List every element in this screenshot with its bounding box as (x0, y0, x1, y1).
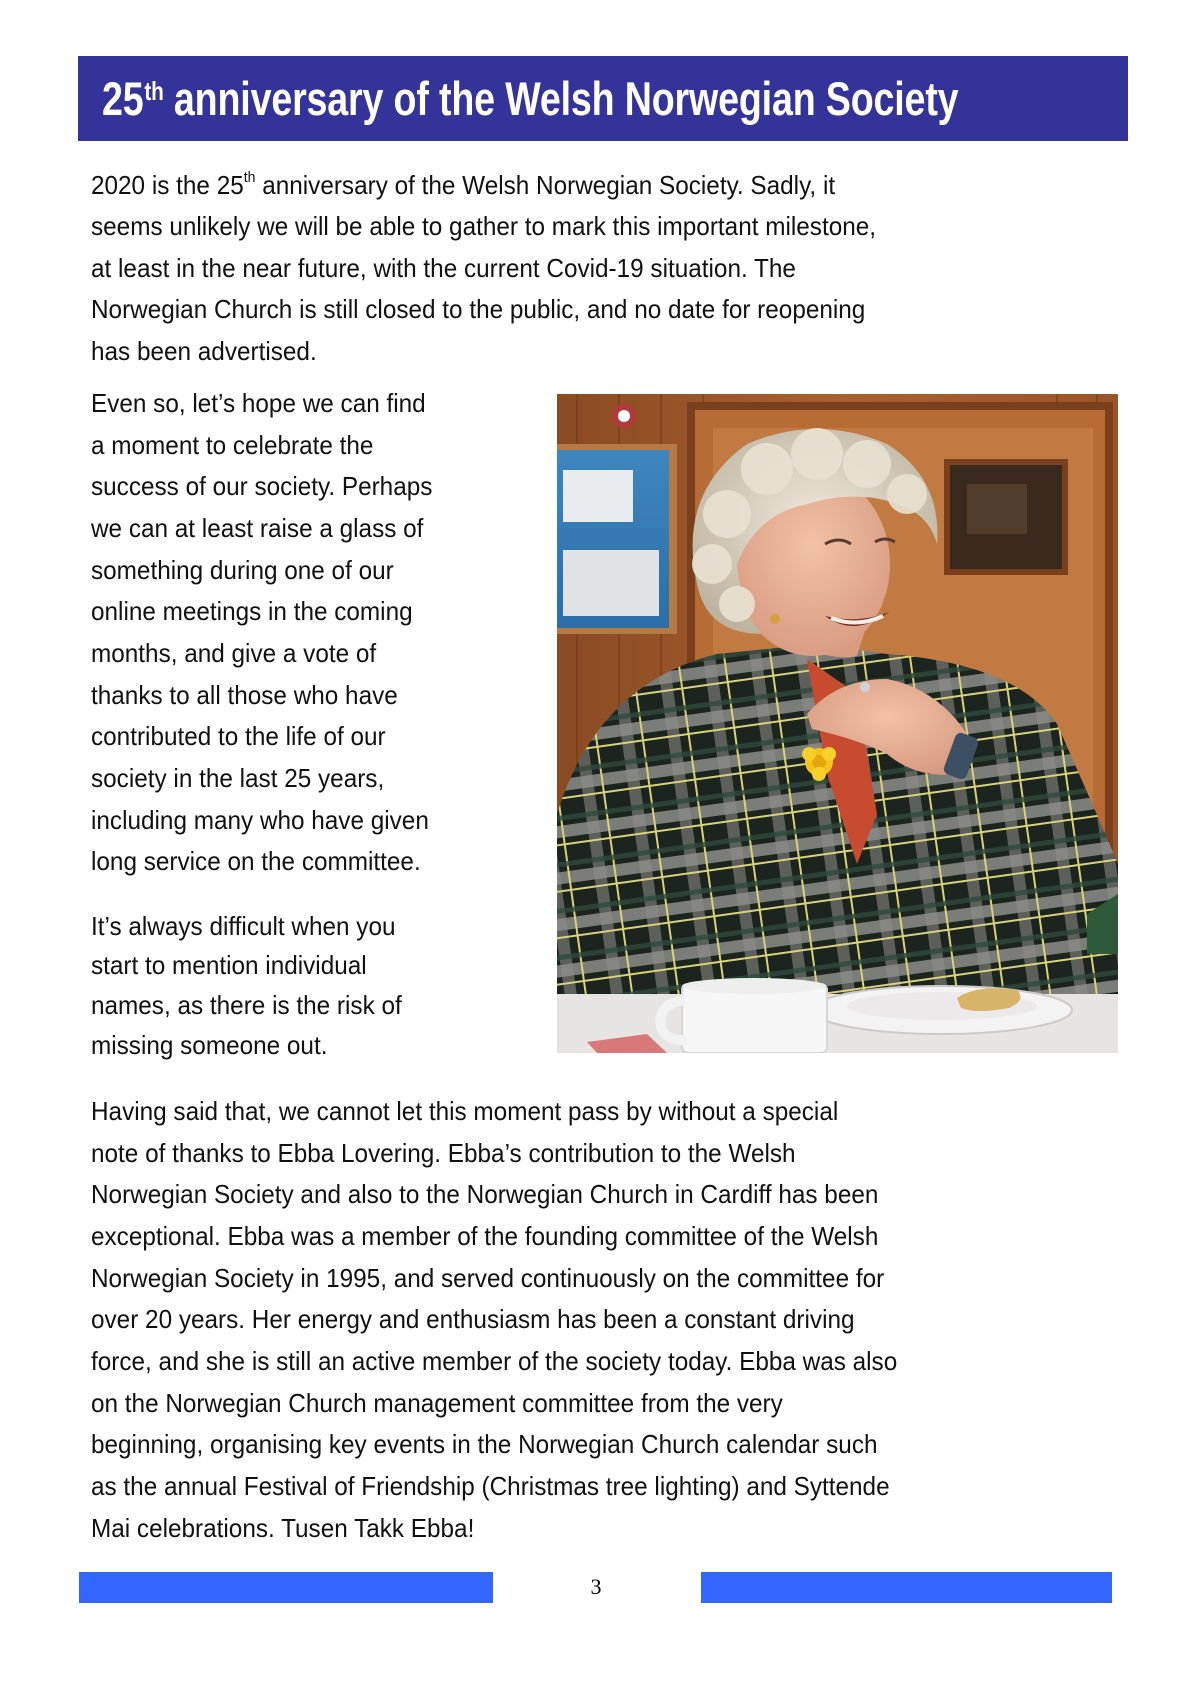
footer-bar-left (79, 1572, 493, 1603)
text-line: online meetings in the coming (91, 596, 413, 626)
page-number: 3 (590, 1574, 602, 1599)
text-line: success of our society. Perhaps (91, 471, 433, 501)
title-banner (78, 56, 1128, 141)
text-line: Norwegian Church is still closed to the public, and no date for reopening (91, 294, 866, 324)
text-line: note of thanks to Ebba Lovering. Ebba’s contribution to the Welsh (91, 1138, 796, 1168)
text-line: including many who have given (91, 805, 429, 835)
text-line: force, and she is still an active member of the society today. Ebba was also (91, 1346, 898, 1376)
text-line: Norwegian Society and also to the Norwegian Church in Cardiff has been (91, 1179, 879, 1209)
photo-ebba (557, 394, 1118, 1053)
title-ordinal: th (144, 76, 164, 106)
footer-bar-right (701, 1572, 1112, 1603)
text-line (91, 164, 835, 206)
text-line: Even so, let’s hope we can find (91, 388, 426, 418)
title-number: 25 (102, 72, 144, 125)
text-line: a moment to celebrate the (91, 430, 374, 460)
text-line: long service on the committee. (91, 846, 421, 876)
text-fragment: anniversary of the Welsh Norwegian Society. Sadly, it (255, 170, 836, 200)
title-text: anniversary of the Welsh Norwegian Society (163, 72, 959, 125)
text-line: on the Norwegian Church management committee from the very (91, 1388, 783, 1418)
text-line: months, and give a vote of (91, 638, 377, 668)
text-line: at least in the near future, with the current Covid-19 situation. The (91, 253, 796, 283)
text-line: exceptional. Ebba was a member of the founding committee of the Welsh (91, 1221, 879, 1251)
text-line: over 20 years. Her energy and enthusiasm has been a constant driving (91, 1304, 855, 1334)
text-line: Mai celebrations. Tusen Takk Ebba! (91, 1513, 475, 1543)
page-title (102, 69, 958, 129)
text-line: start to mention individual (91, 950, 367, 980)
text-line: society in the last 25 years, (91, 763, 385, 793)
text-line: as the annual Festival of Friendship (Christmas tree lighting) and Syttende (91, 1471, 890, 1501)
text-line: something during one of our (91, 555, 394, 585)
text-fragment: 2020 is the 25 (91, 170, 244, 200)
photo-illustration (557, 394, 1118, 1053)
ordinal-sup: th (243, 169, 256, 186)
text-line: thanks to all those who have (91, 680, 398, 710)
text-line: seems unlikely we will be able to gather to mark this important milestone, (91, 211, 877, 241)
text-line: contributed to the life of our (91, 721, 386, 751)
text-line: Norwegian Society in 1995, and served continuously on the committee for (91, 1263, 885, 1293)
text-line: It’s always difficult when you (91, 911, 396, 941)
text-line: beginning, organising key events in the Norwegian Church calendar such (91, 1429, 878, 1459)
text-line: has been advertised. (91, 336, 317, 366)
text-line: Having said that, we cannot let this moment pass by without a special (91, 1096, 839, 1126)
text-line: we can at least raise a glass of (91, 513, 424, 543)
text-line: names, as there is the risk of (91, 990, 402, 1020)
text-line: missing someone out. (91, 1030, 328, 1060)
